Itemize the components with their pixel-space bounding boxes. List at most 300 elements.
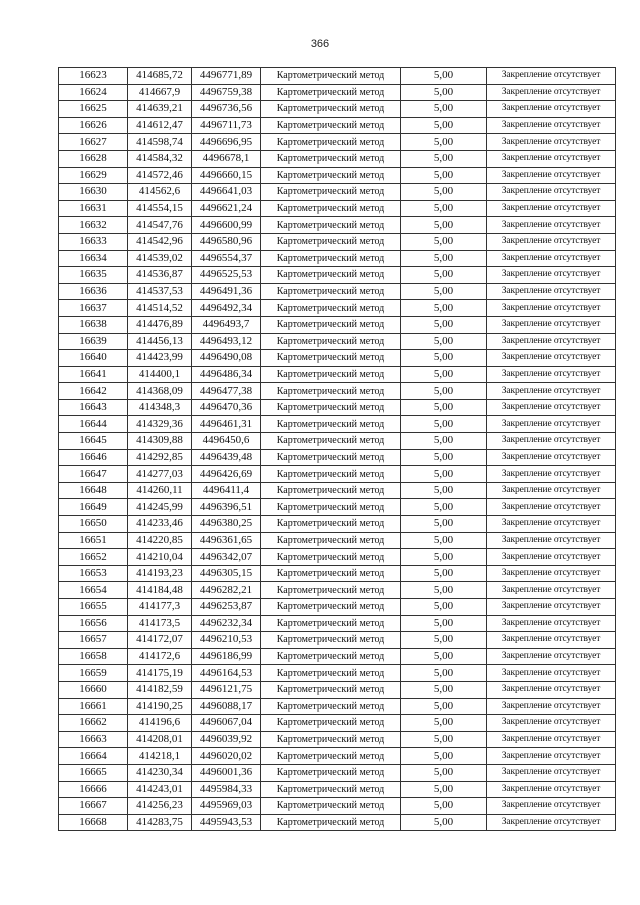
accuracy-cell: 5,00 <box>401 233 487 250</box>
y-coordinate-cell: 4496411,4 <box>192 482 261 499</box>
fixation-status-cell: Закрепление отсутствует <box>487 615 616 632</box>
accuracy-cell: 5,00 <box>401 599 487 616</box>
y-coordinate-cell: 4496426,69 <box>192 466 261 483</box>
x-coordinate-cell: 414256,23 <box>128 798 192 815</box>
accuracy-cell: 5,00 <box>401 532 487 549</box>
y-coordinate-cell: 4496001,36 <box>192 764 261 781</box>
point-number-cell: 16660 <box>59 681 128 698</box>
point-number-cell: 16623 <box>59 68 128 85</box>
x-coordinate-cell: 414193,23 <box>128 565 192 582</box>
y-coordinate-cell: 4496461,31 <box>192 416 261 433</box>
method-cell: Картометрический метод <box>261 184 401 201</box>
y-coordinate-cell: 4496554,37 <box>192 250 261 267</box>
y-coordinate-cell: 4496282,21 <box>192 582 261 599</box>
y-coordinate-cell: 4496600,99 <box>192 217 261 234</box>
y-coordinate-cell: 4496477,38 <box>192 383 261 400</box>
accuracy-cell: 5,00 <box>401 748 487 765</box>
table-row <box>59 416 616 433</box>
point-number-cell: 16646 <box>59 449 128 466</box>
accuracy-cell: 5,00 <box>401 798 487 815</box>
table-row <box>59 648 616 665</box>
table-row <box>59 217 616 234</box>
table-row <box>59 748 616 765</box>
point-number-cell: 16664 <box>59 748 128 765</box>
method-cell: Картометрический метод <box>261 350 401 367</box>
point-number-cell: 16630 <box>59 184 128 201</box>
table-row <box>59 200 616 217</box>
point-number-cell: 16668 <box>59 814 128 831</box>
table-row <box>59 482 616 499</box>
fixation-status-cell: Закрепление отсутствует <box>487 582 616 599</box>
method-cell: Картометрический метод <box>261 433 401 450</box>
table-row <box>59 665 616 682</box>
x-coordinate-cell: 414612,47 <box>128 117 192 134</box>
accuracy-cell: 5,00 <box>401 150 487 167</box>
table-row <box>59 300 616 317</box>
fixation-status-cell: Закрепление отсутствует <box>487 350 616 367</box>
y-coordinate-cell: 4496621,24 <box>192 200 261 217</box>
x-coordinate-cell: 414309,88 <box>128 433 192 450</box>
point-number-cell: 16642 <box>59 383 128 400</box>
x-coordinate-cell: 414456,13 <box>128 333 192 350</box>
accuracy-cell: 5,00 <box>401 565 487 582</box>
table-row <box>59 466 616 483</box>
y-coordinate-cell: 4496164,53 <box>192 665 261 682</box>
method-cell: Картометрический метод <box>261 715 401 732</box>
point-number-cell: 16640 <box>59 350 128 367</box>
accuracy-cell: 5,00 <box>401 715 487 732</box>
accuracy-cell: 5,00 <box>401 383 487 400</box>
x-coordinate-cell: 414230,34 <box>128 764 192 781</box>
method-cell: Картометрический метод <box>261 366 401 383</box>
fixation-status-cell: Закрепление отсутствует <box>487 449 616 466</box>
y-coordinate-cell: 4496490,08 <box>192 350 261 367</box>
y-coordinate-cell: 4496771,89 <box>192 68 261 85</box>
point-number-cell: 16629 <box>59 167 128 184</box>
point-number-cell: 16641 <box>59 366 128 383</box>
x-coordinate-cell: 414208,01 <box>128 731 192 748</box>
point-number-cell: 16655 <box>59 599 128 616</box>
y-coordinate-cell: 4496641,03 <box>192 184 261 201</box>
fixation-status-cell: Закрепление отсутствует <box>487 150 616 167</box>
accuracy-cell: 5,00 <box>401 698 487 715</box>
accuracy-cell: 5,00 <box>401 366 487 383</box>
point-number-cell: 16636 <box>59 283 128 300</box>
table-row <box>59 433 616 450</box>
method-cell: Картометрический метод <box>261 499 401 516</box>
y-coordinate-cell: 4496039,92 <box>192 731 261 748</box>
method-cell: Картометрический метод <box>261 731 401 748</box>
table-row <box>59 599 616 616</box>
x-coordinate-cell: 414245,99 <box>128 499 192 516</box>
point-number-cell: 16659 <box>59 665 128 682</box>
point-number-cell: 16647 <box>59 466 128 483</box>
method-cell: Картометрический метод <box>261 565 401 582</box>
fixation-status-cell: Закрепление отсутствует <box>487 599 616 616</box>
table-row <box>59 681 616 698</box>
fixation-status-cell: Закрепление отсутствует <box>487 233 616 250</box>
accuracy-cell: 5,00 <box>401 648 487 665</box>
accuracy-cell: 5,00 <box>401 283 487 300</box>
fixation-status-cell: Закрепление отсутствует <box>487 267 616 284</box>
point-number-cell: 16649 <box>59 499 128 516</box>
x-coordinate-cell: 414536,87 <box>128 267 192 284</box>
point-number-cell: 16662 <box>59 715 128 732</box>
x-coordinate-cell: 414292,85 <box>128 449 192 466</box>
x-coordinate-cell: 414514,52 <box>128 300 192 317</box>
accuracy-cell: 5,00 <box>401 482 487 499</box>
point-number-cell: 16639 <box>59 333 128 350</box>
x-coordinate-cell: 414639,21 <box>128 101 192 118</box>
y-coordinate-cell: 4496493,12 <box>192 333 261 350</box>
x-coordinate-cell: 414175,19 <box>128 665 192 682</box>
method-cell: Картометрический метод <box>261 84 401 101</box>
x-coordinate-cell: 414182,59 <box>128 681 192 698</box>
x-coordinate-cell: 414177,3 <box>128 599 192 616</box>
y-coordinate-cell: 4495969,03 <box>192 798 261 815</box>
y-coordinate-cell: 4496678,1 <box>192 150 261 167</box>
fixation-status-cell: Закрепление отсутствует <box>487 134 616 151</box>
point-number-cell: 16638 <box>59 316 128 333</box>
point-number-cell: 16624 <box>59 84 128 101</box>
fixation-status-cell: Закрепление отсутствует <box>487 283 616 300</box>
table-row <box>59 781 616 798</box>
fixation-status-cell: Закрепление отсутствует <box>487 300 616 317</box>
y-coordinate-cell: 4495984,33 <box>192 781 261 798</box>
accuracy-cell: 5,00 <box>401 101 487 118</box>
table-row <box>59 117 616 134</box>
accuracy-cell: 5,00 <box>401 416 487 433</box>
point-number-cell: 16634 <box>59 250 128 267</box>
y-coordinate-cell: 4496486,34 <box>192 366 261 383</box>
y-coordinate-cell: 4496020,02 <box>192 748 261 765</box>
point-number-cell: 16666 <box>59 781 128 798</box>
fixation-status-cell: Закрепление отсутствует <box>487 200 616 217</box>
method-cell: Картометрический метод <box>261 764 401 781</box>
table-row <box>59 350 616 367</box>
y-coordinate-cell: 4496232,34 <box>192 615 261 632</box>
x-coordinate-cell: 414233,46 <box>128 516 192 533</box>
x-coordinate-cell: 414196,6 <box>128 715 192 732</box>
table-row <box>59 632 616 649</box>
x-coordinate-cell: 414667,9 <box>128 84 192 101</box>
table-row <box>59 267 616 284</box>
method-cell: Картометрический метод <box>261 150 401 167</box>
fixation-status-cell: Закрепление отсутствует <box>487 516 616 533</box>
accuracy-cell: 5,00 <box>401 433 487 450</box>
y-coordinate-cell: 4496186,99 <box>192 648 261 665</box>
point-number-cell: 16653 <box>59 565 128 582</box>
fixation-status-cell: Закрепление отсутствует <box>487 748 616 765</box>
x-coordinate-cell: 414584,32 <box>128 150 192 167</box>
y-coordinate-cell: 4496305,15 <box>192 565 261 582</box>
x-coordinate-cell: 414562,6 <box>128 184 192 201</box>
accuracy-cell: 5,00 <box>401 814 487 831</box>
y-coordinate-cell: 4496361,65 <box>192 532 261 549</box>
point-number-cell: 16632 <box>59 217 128 234</box>
table-row <box>59 698 616 715</box>
fixation-status-cell: Закрепление отсутствует <box>487 316 616 333</box>
point-number-cell: 16665 <box>59 764 128 781</box>
accuracy-cell: 5,00 <box>401 300 487 317</box>
fixation-status-cell: Закрепление отсутствует <box>487 764 616 781</box>
point-number-cell: 16650 <box>59 516 128 533</box>
accuracy-cell: 5,00 <box>401 350 487 367</box>
accuracy-cell: 5,00 <box>401 84 487 101</box>
x-coordinate-cell: 414539,02 <box>128 250 192 267</box>
point-number-cell: 16658 <box>59 648 128 665</box>
accuracy-cell: 5,00 <box>401 333 487 350</box>
point-number-cell: 16657 <box>59 632 128 649</box>
fixation-status-cell: Закрепление отсутствует <box>487 68 616 85</box>
y-coordinate-cell: 4496067,04 <box>192 715 261 732</box>
point-number-cell: 16643 <box>59 399 128 416</box>
accuracy-cell: 5,00 <box>401 632 487 649</box>
y-coordinate-cell: 4496439,48 <box>192 449 261 466</box>
accuracy-cell: 5,00 <box>401 184 487 201</box>
method-cell: Картометрический метод <box>261 781 401 798</box>
method-cell: Картометрический метод <box>261 466 401 483</box>
table-body <box>59 68 616 831</box>
point-number-cell: 16637 <box>59 300 128 317</box>
accuracy-cell: 5,00 <box>401 250 487 267</box>
x-coordinate-cell: 414260,11 <box>128 482 192 499</box>
method-cell: Картометрический метод <box>261 200 401 217</box>
y-coordinate-cell: 4496711,73 <box>192 117 261 134</box>
table-row <box>59 316 616 333</box>
table-row <box>59 449 616 466</box>
point-number-cell: 16648 <box>59 482 128 499</box>
y-coordinate-cell: 4496450,6 <box>192 433 261 450</box>
table-row <box>59 150 616 167</box>
accuracy-cell: 5,00 <box>401 764 487 781</box>
y-coordinate-cell: 4496380,25 <box>192 516 261 533</box>
method-cell: Картометрический метод <box>261 416 401 433</box>
table-row <box>59 366 616 383</box>
y-coordinate-cell: 4496759,38 <box>192 84 261 101</box>
x-coordinate-cell: 414368,09 <box>128 383 192 400</box>
fixation-status-cell: Закрепление отсутствует <box>487 499 616 516</box>
accuracy-cell: 5,00 <box>401 665 487 682</box>
method-cell: Картометрический метод <box>261 449 401 466</box>
fixation-status-cell: Закрепление отсутствует <box>487 416 616 433</box>
x-coordinate-cell: 414210,04 <box>128 549 192 566</box>
x-coordinate-cell: 414348,3 <box>128 399 192 416</box>
accuracy-cell: 5,00 <box>401 217 487 234</box>
y-coordinate-cell: 4496253,87 <box>192 599 261 616</box>
table-row <box>59 715 616 732</box>
table-row <box>59 134 616 151</box>
point-number-cell: 16667 <box>59 798 128 815</box>
fixation-status-cell: Закрепление отсутствует <box>487 383 616 400</box>
x-coordinate-cell: 414547,76 <box>128 217 192 234</box>
accuracy-cell: 5,00 <box>401 134 487 151</box>
method-cell: Картометрический метод <box>261 632 401 649</box>
table-row <box>59 549 616 566</box>
fixation-status-cell: Закрепление отсутствует <box>487 167 616 184</box>
x-coordinate-cell: 414277,03 <box>128 466 192 483</box>
accuracy-cell: 5,00 <box>401 582 487 599</box>
accuracy-cell: 5,00 <box>401 731 487 748</box>
table-row <box>59 233 616 250</box>
method-cell: Картометрический метод <box>261 516 401 533</box>
accuracy-cell: 5,00 <box>401 399 487 416</box>
method-cell: Картометрический метод <box>261 482 401 499</box>
table-row <box>59 798 616 815</box>
method-cell: Картометрический метод <box>261 681 401 698</box>
fixation-status-cell: Закрепление отсутствует <box>487 565 616 582</box>
x-coordinate-cell: 414542,96 <box>128 233 192 250</box>
point-number-cell: 16631 <box>59 200 128 217</box>
table-row <box>59 516 616 533</box>
fixation-status-cell: Закрепление отсутствует <box>487 399 616 416</box>
method-cell: Картометрический метод <box>261 101 401 118</box>
fixation-status-cell: Закрепление отсутствует <box>487 698 616 715</box>
fixation-status-cell: Закрепление отсутствует <box>487 217 616 234</box>
fixation-status-cell: Закрепление отсутствует <box>487 665 616 682</box>
fixation-status-cell: Закрепление отсутствует <box>487 84 616 101</box>
table-row <box>59 184 616 201</box>
table-row <box>59 250 616 267</box>
table-row <box>59 333 616 350</box>
point-number-cell: 16644 <box>59 416 128 433</box>
x-coordinate-cell: 414598,74 <box>128 134 192 151</box>
method-cell: Картометрический метод <box>261 117 401 134</box>
table-row <box>59 731 616 748</box>
y-coordinate-cell: 4496736,56 <box>192 101 261 118</box>
method-cell: Картометрический метод <box>261 333 401 350</box>
fixation-status-cell: Закрепление отсутствует <box>487 781 616 798</box>
accuracy-cell: 5,00 <box>401 681 487 698</box>
table-row <box>59 582 616 599</box>
point-number-cell: 16661 <box>59 698 128 715</box>
method-cell: Картометрический метод <box>261 167 401 184</box>
y-coordinate-cell: 4496660,15 <box>192 167 261 184</box>
y-coordinate-cell: 4496493,7 <box>192 316 261 333</box>
y-coordinate-cell: 4496342,07 <box>192 549 261 566</box>
fixation-status-cell: Закрепление отсутствует <box>487 466 616 483</box>
point-number-cell: 16633 <box>59 233 128 250</box>
coordinates-table <box>58 67 616 831</box>
point-number-cell: 16635 <box>59 267 128 284</box>
point-number-cell: 16628 <box>59 150 128 167</box>
fixation-status-cell: Закрепление отсутствует <box>487 184 616 201</box>
table-row <box>59 565 616 582</box>
method-cell: Картометрический метод <box>261 648 401 665</box>
table-row <box>59 764 616 781</box>
fixation-status-cell: Закрепление отсутствует <box>487 433 616 450</box>
point-number-cell: 16645 <box>59 433 128 450</box>
table-row <box>59 283 616 300</box>
table-row <box>59 101 616 118</box>
method-cell: Картометрический метод <box>261 233 401 250</box>
method-cell: Картометрический метод <box>261 383 401 400</box>
method-cell: Картометрический метод <box>261 300 401 317</box>
fixation-status-cell: Закрепление отсутствует <box>487 366 616 383</box>
method-cell: Картометрический метод <box>261 250 401 267</box>
accuracy-cell: 5,00 <box>401 499 487 516</box>
point-number-cell: 16627 <box>59 134 128 151</box>
method-cell: Картометрический метод <box>261 582 401 599</box>
y-coordinate-cell: 4496525,53 <box>192 267 261 284</box>
fixation-status-cell: Закрепление отсутствует <box>487 250 616 267</box>
method-cell: Картометрический метод <box>261 798 401 815</box>
accuracy-cell: 5,00 <box>401 316 487 333</box>
method-cell: Картометрический метод <box>261 599 401 616</box>
table-row <box>59 615 616 632</box>
table-row <box>59 84 616 101</box>
method-cell: Картометрический метод <box>261 316 401 333</box>
y-coordinate-cell: 4496580,96 <box>192 233 261 250</box>
x-coordinate-cell: 414243,01 <box>128 781 192 798</box>
fixation-status-cell: Закрепление отсутствует <box>487 101 616 118</box>
point-number-cell: 16652 <box>59 549 128 566</box>
y-coordinate-cell: 4496088,17 <box>192 698 261 715</box>
method-cell: Картометрический метод <box>261 399 401 416</box>
table-row <box>59 399 616 416</box>
table-row <box>59 167 616 184</box>
point-number-cell: 16654 <box>59 582 128 599</box>
method-cell: Картометрический метод <box>261 217 401 234</box>
accuracy-cell: 5,00 <box>401 200 487 217</box>
y-coordinate-cell: 4496121,75 <box>192 681 261 698</box>
method-cell: Картометрический метод <box>261 615 401 632</box>
x-coordinate-cell: 414172,07 <box>128 632 192 649</box>
x-coordinate-cell: 414329,36 <box>128 416 192 433</box>
page-number: 366 <box>310 38 330 50</box>
method-cell: Картометрический метод <box>261 748 401 765</box>
fixation-status-cell: Закрепление отсутствует <box>487 715 616 732</box>
y-coordinate-cell: 4496470,36 <box>192 399 261 416</box>
method-cell: Картометрический метод <box>261 68 401 85</box>
y-coordinate-cell: 4496696,95 <box>192 134 261 151</box>
x-coordinate-cell: 414190,25 <box>128 698 192 715</box>
fixation-status-cell: Закрепление отсутствует <box>487 333 616 350</box>
table-row <box>59 499 616 516</box>
fixation-status-cell: Закрепление отсутствует <box>487 632 616 649</box>
x-coordinate-cell: 414476,89 <box>128 316 192 333</box>
point-number-cell: 16651 <box>59 532 128 549</box>
x-coordinate-cell: 414173,5 <box>128 615 192 632</box>
accuracy-cell: 5,00 <box>401 68 487 85</box>
y-coordinate-cell: 4496492,34 <box>192 300 261 317</box>
y-coordinate-cell: 4496396,51 <box>192 499 261 516</box>
accuracy-cell: 5,00 <box>401 449 487 466</box>
fixation-status-cell: Закрепление отсутствует <box>487 549 616 566</box>
x-coordinate-cell: 414685,72 <box>128 68 192 85</box>
point-number-cell: 16626 <box>59 117 128 134</box>
fixation-status-cell: Закрепление отсутствует <box>487 532 616 549</box>
fixation-status-cell: Закрепление отсутствует <box>487 814 616 831</box>
accuracy-cell: 5,00 <box>401 267 487 284</box>
table-row <box>59 814 616 831</box>
method-cell: Картометрический метод <box>261 698 401 715</box>
x-coordinate-cell: 414220,85 <box>128 532 192 549</box>
accuracy-cell: 5,00 <box>401 781 487 798</box>
accuracy-cell: 5,00 <box>401 615 487 632</box>
point-number-cell: 16663 <box>59 731 128 748</box>
accuracy-cell: 5,00 <box>401 167 487 184</box>
y-coordinate-cell: 4496491,36 <box>192 283 261 300</box>
method-cell: Картометрический метод <box>261 134 401 151</box>
x-coordinate-cell: 414423,99 <box>128 350 192 367</box>
fixation-status-cell: Закрепление отсутствует <box>487 648 616 665</box>
fixation-status-cell: Закрепление отсутствует <box>487 798 616 815</box>
accuracy-cell: 5,00 <box>401 516 487 533</box>
method-cell: Картометрический метод <box>261 283 401 300</box>
point-number-cell: 16625 <box>59 101 128 118</box>
fixation-status-cell: Закрепление отсутствует <box>487 482 616 499</box>
